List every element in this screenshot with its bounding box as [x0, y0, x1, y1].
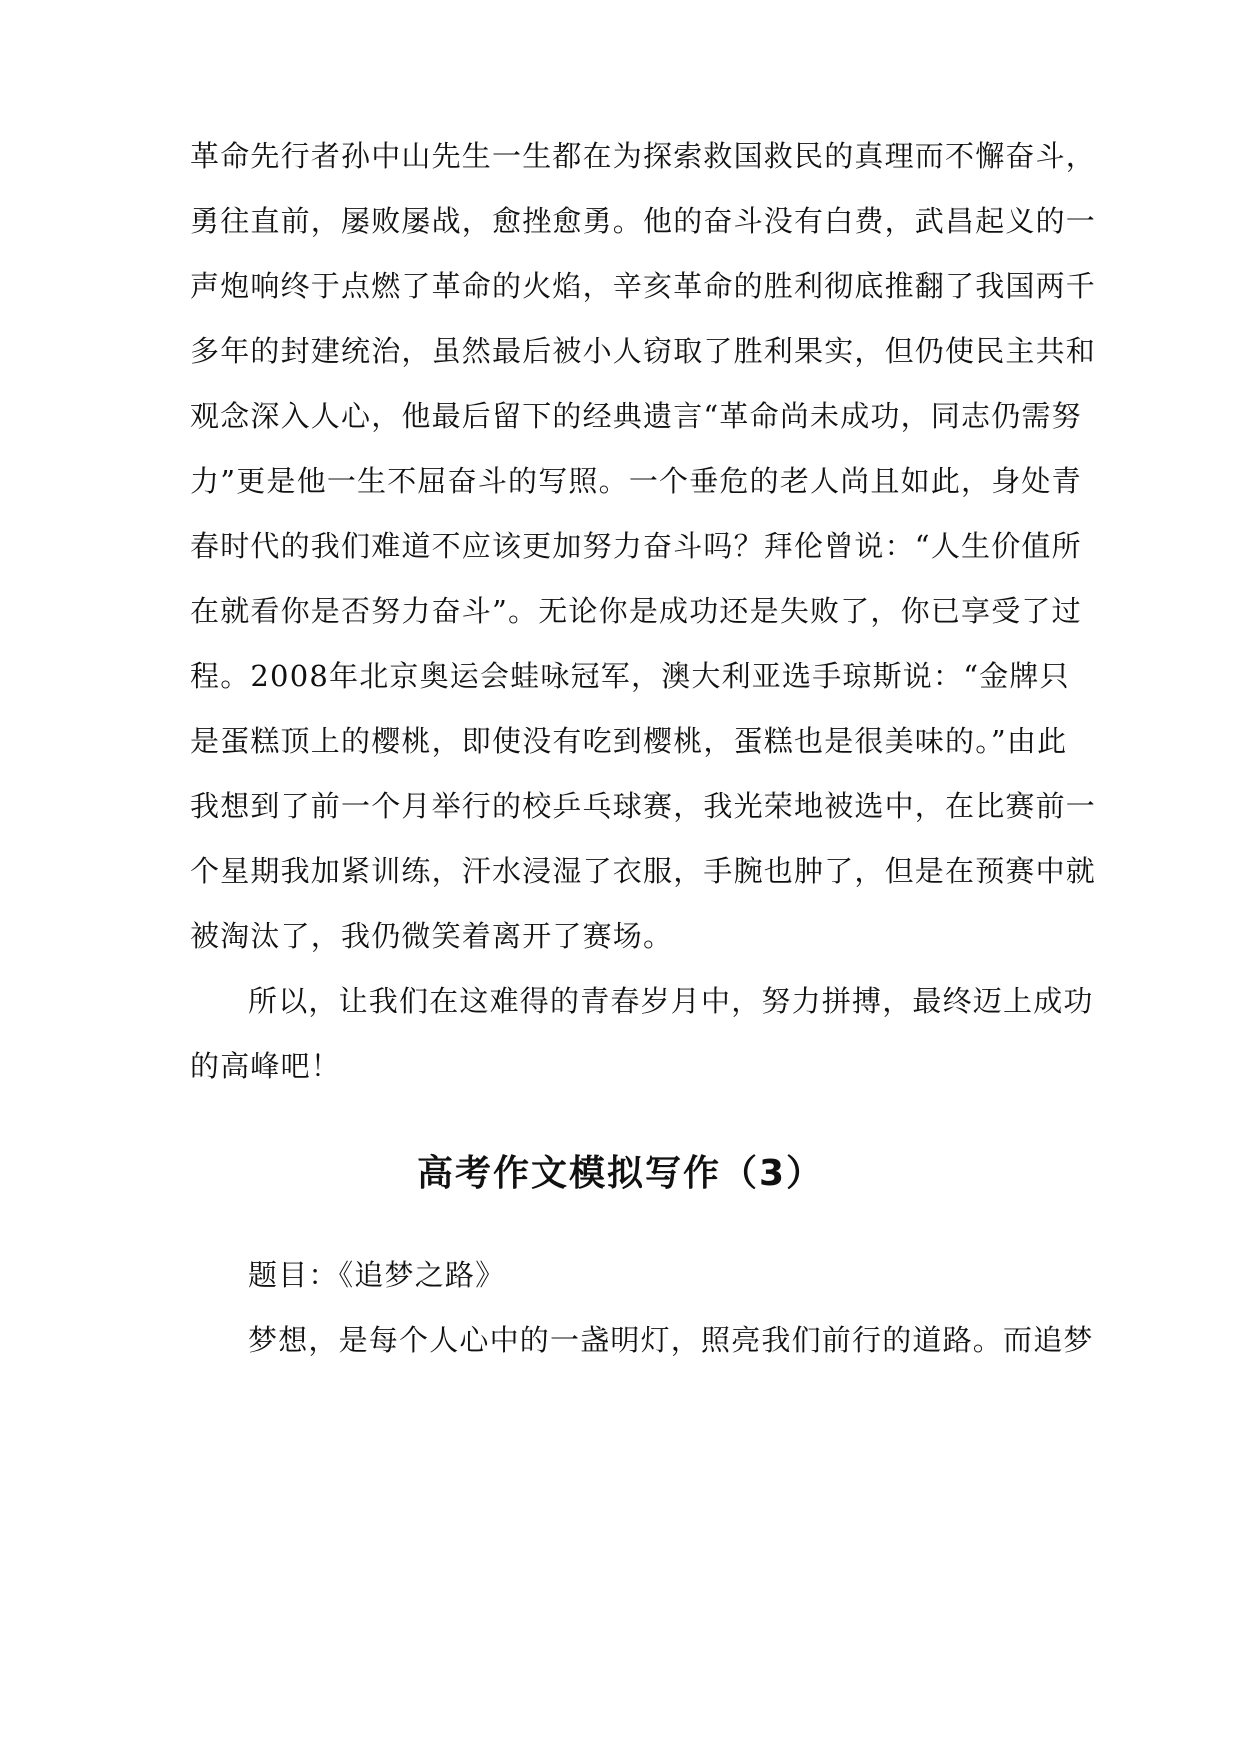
body-text-line: 程。2008年北京奥运会蛙咏冠军，澳大利亚选手琼斯说：“金牌只 [190, 659, 1070, 693]
body-text-line: 声炮响终于点燃了革命的火焰，辛亥革命的胜利彻底推翻了我国两千 [190, 269, 1097, 303]
conclusion-text-line: 所以，让我们在这难得的青春岁月中，努力拼搏，最终迈上成功 [248, 984, 1094, 1018]
essay-first-line: 梦想，是每个人心中的一盏明灯，照亮我们前行的道路。而追梦 [248, 1323, 1094, 1357]
body-text-line: 我想到了前一个月举行的校乒乓球赛，我光荣地被选中，在比赛前一 [190, 789, 1097, 823]
body-text-line: 观念深入人心，他最后留下的经典遗言“革命尚未成功，同志仍需努 [190, 399, 1082, 433]
body-text-line: 在就看你是否努力奋斗”。无论你是成功还是失败了，你已享受了过 [190, 594, 1082, 628]
body-text-line: 春时代的我们难道不应该更加努力奋斗吗？拜伦曾说：“人生价值所 [190, 529, 1082, 563]
body-text-line: 多年的封建统治，虽然最后被小人窃取了胜利果实，但仍使民主共和 [190, 334, 1097, 368]
body-text-line: 勇往直前，屡败屡战，愈挫愈勇。他的奋斗没有白费，武昌起义的一 [190, 204, 1097, 238]
body-text-line: 个星期我加紧训练，汗水浸湿了衣服，手腕也肿了，但是在预赛中就 [190, 854, 1097, 888]
body-text-line: 力”更是他一生不屈奋斗的写照。一个垂危的老人尚且如此，身处青 [190, 464, 1082, 498]
body-text-line: 是蛋糕顶上的樱桃，即使没有吃到樱桃，蛋糕也是很美味的。”由此 [190, 724, 1068, 758]
conclusion-text-line: 的高峰吧！ [190, 1049, 342, 1083]
body-text-line: 革命先行者孙中山先生一生都在为探索救国救民的真理而不懈奋斗， [190, 139, 1097, 173]
essay-topic: 题目：《追梦之路》 [248, 1258, 506, 1292]
body-text-line: 被淘汰了，我仍微笑着离开了赛场。 [190, 919, 674, 953]
section-title: 高考作文模拟写作（3） [416, 1153, 825, 1194]
